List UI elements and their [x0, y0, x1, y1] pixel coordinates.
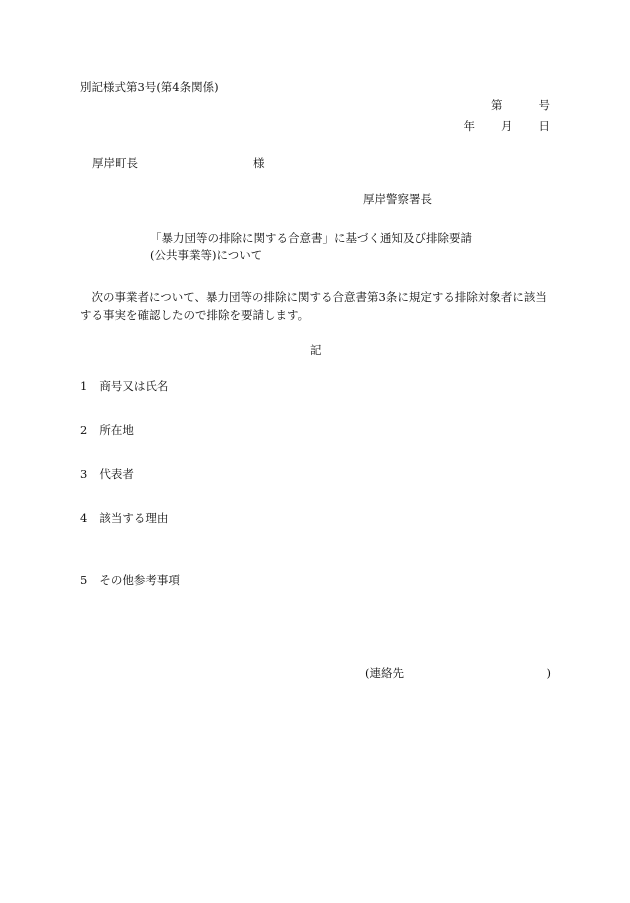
contact-label: (連絡先: [365, 666, 404, 680]
list-item: [80, 575, 180, 587]
item-number: 4: [80, 511, 88, 525]
date-year: 年: [463, 119, 475, 133]
list-item: [80, 469, 134, 481]
item-label: 代表者: [99, 467, 134, 481]
sender: 厚岸警察署長: [363, 192, 432, 206]
form-number: 別記様式第3号(第4条関係): [80, 80, 219, 94]
list-item: [80, 513, 168, 525]
doc-number-suffix: 号: [538, 98, 550, 112]
ki-heading: 記: [310, 343, 322, 357]
item-number: 2: [80, 423, 88, 437]
body-paragraph: 次の事業者について、暴力団等の排除に関する合意書第3条に規定する排除対象者に該当する事実を確認したので排除を要請します。: [80, 290, 547, 322]
addressee-name: 厚岸町長: [92, 156, 138, 170]
item-label: 所在地: [99, 423, 134, 437]
subject-line-1: 「暴力団等の排除に関する合意書」に基づく通知及び排除要請: [150, 231, 472, 245]
item-number: 5: [80, 573, 88, 587]
doc-number-prefix: 第: [491, 98, 503, 112]
subject-line-2: (公共事業等)について: [150, 248, 263, 262]
date-month: 月: [501, 119, 513, 133]
addressee: [92, 158, 265, 170]
item-label: 商号又は氏名: [99, 379, 169, 393]
item-label: 該当する理由: [99, 511, 169, 525]
contact-close: ): [546, 666, 551, 680]
list-item: [80, 381, 168, 393]
contact-info: [365, 668, 551, 680]
document-date: [464, 121, 551, 133]
item-number: 1: [80, 379, 88, 393]
date-day: 日: [538, 119, 550, 133]
list-item: [80, 425, 134, 437]
addressee-honorific: 様: [253, 156, 265, 170]
item-label: その他参考事項: [99, 573, 180, 587]
document-number: [491, 100, 550, 112]
item-number: 3: [80, 467, 88, 481]
